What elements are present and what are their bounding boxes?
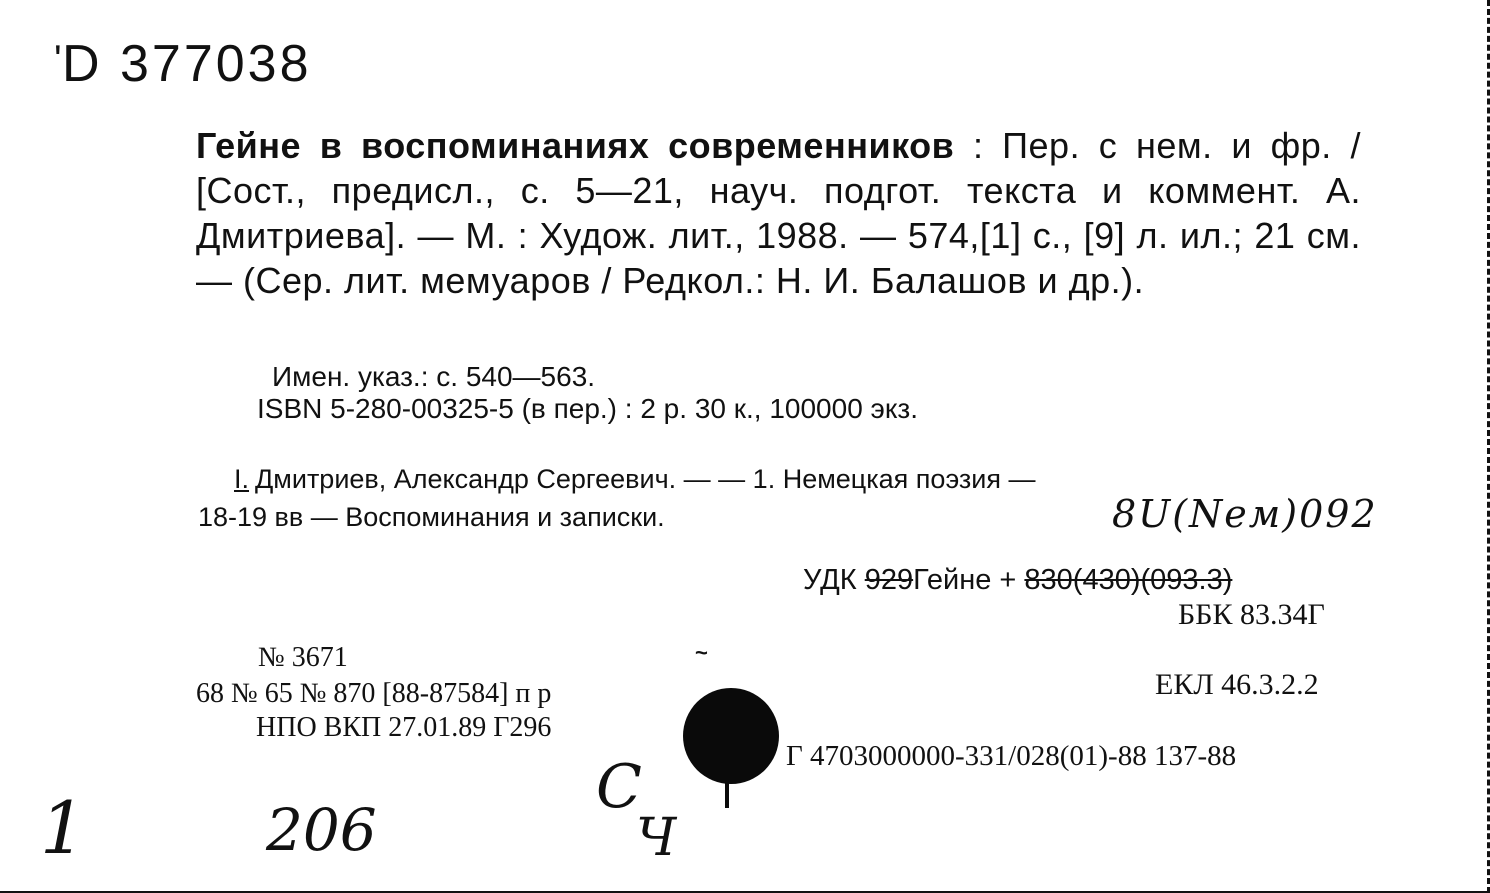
ink-blot-tail (725, 774, 729, 808)
call-number-mark: ʹ (54, 38, 65, 82)
main-entry (196, 123, 1361, 303)
book-title: Гейне в воспоминаниях современников (196, 125, 955, 166)
tracing-line-1-text: Дмитриев, Александр Сергеевич. — — 1. Немецкая поэзия — (255, 464, 1036, 494)
handwritten-shelf-mark: 8U(Neм)092 (1112, 492, 1378, 536)
udk (803, 564, 1232, 597)
udk-label: УДК (803, 564, 857, 596)
call-number-text: D 377038 (62, 35, 312, 93)
ink-squiggle: ~ (695, 640, 708, 665)
bbk: ББК 83.34Г (1178, 598, 1325, 631)
tracings-line-2: 18-19 вв — Воспоминания и записки. (198, 502, 665, 532)
udk-struck-code-2: 830(430)(093.3) (1024, 564, 1233, 596)
udk-struck-code: 929 (864, 564, 914, 596)
tracing-number: I. (234, 464, 250, 494)
call-number (54, 34, 312, 94)
handwritten-left-number: 1 (40, 786, 86, 870)
g-code: Г 4703000000-331/028(01)-88 137-88 (786, 740, 1237, 772)
isbn-note: ISBN 5-280-00325-5 (в пер.) : 2 р. 30 к., 100000 экз. (257, 393, 919, 424)
tracings-line-1 (228, 462, 1363, 496)
udk-text: Гейне + (913, 564, 1017, 596)
bibliographic-description: : Пер. с нем. и фр. / [Сост., предисл., с. 5—21, науч. подгот. текста и коммент. А. Дмитриева]. — М. : Худож. лит., 1988. — 574,[1] с., [9] л. ил.; 21 см. — (Сер. лит. мемуаров / Редкол.: Н. И. Балашов и др.). (196, 125, 1362, 301)
print-info-line-3: НПО ВКП 27.01.89 Г296 (256, 712, 552, 743)
handwritten-letter-c: С (596, 752, 642, 822)
order-number: № 3671 (258, 642, 348, 673)
index-note: Имен. указ.: с. 540—563. (272, 361, 596, 392)
handwritten-number: 206 (266, 796, 377, 864)
ink-blot (683, 688, 779, 784)
print-info-line-2: 68 № 65 № 870 [88-87584] п р (196, 678, 552, 709)
handwritten-letter-ch: Ч (636, 808, 677, 868)
ekl: ЕКЛ 46.3.2.2 (1155, 668, 1319, 701)
